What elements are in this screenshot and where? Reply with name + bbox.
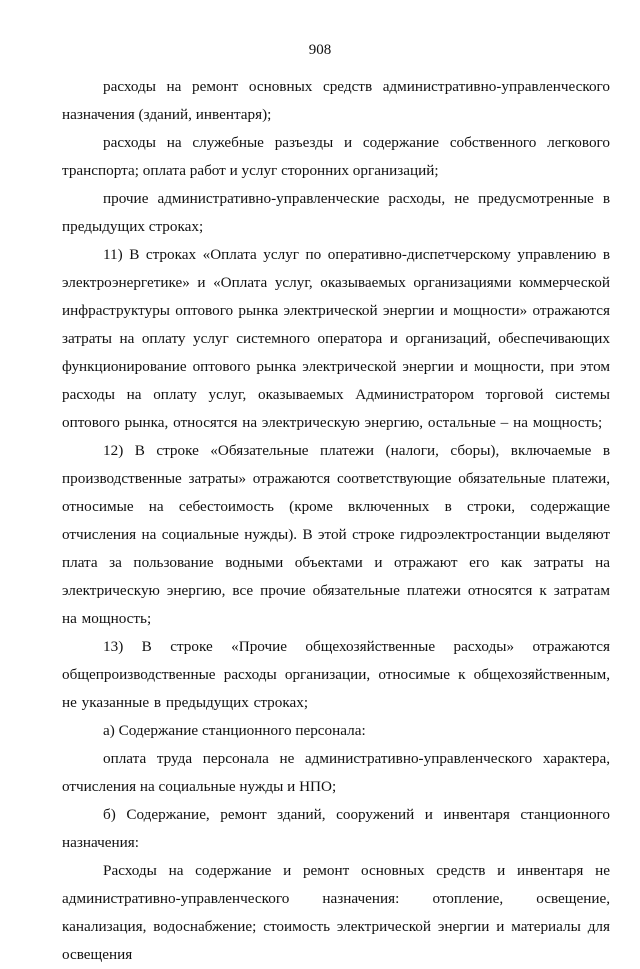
paragraph-item-11: 11) В строках «Оплата услуг по оперативно-диспетчерскому управлению в электроэнергетике» и «Оплата услуг, оказываемых организациями коммерческой инфраструктуры оптового рынка электрической энергии и мощности» отражаются затраты на оплату услуг системного оператора и организаций, обеспечивающих функционирование оптового рынка электрической энергии и мощности, при этом расходы на оплату услуг, оказываемых Администратором торговой системы оптового рынка, относятся на электрическую энергию, остальные – на мощность;	[62, 246, 610, 431]
paragraph-travel-costs: расходы на служебные разъезды и содержание собственного легкового транспорта; оплата работ и услуг сторонних организаций;	[62, 134, 610, 179]
paragraph-maintenance-costs: Расходы на содержание и ремонт основных средств и инвентаря не административно-управленческого назначения: отопление, освещение, канализация, водоснабжение; стоимость электрической энергии и материалы для освещения	[62, 862, 610, 963]
paragraph-repair-costs: расходы на ремонт основных средств административно-управленческого назначения (зданий, инвентаря);	[62, 78, 610, 123]
paragraph-subitem-b: б) Содержание, ремонт зданий, сооружений и инвентаря станционного назначения:	[62, 806, 610, 851]
paragraph-subitem-a: а) Содержание станционного персонала:	[103, 722, 366, 739]
paragraph-staff-pay: оплата труда персонала не административно-управленческого характера, отчисления на социальные нужды и НПО;	[62, 750, 610, 795]
paragraph-item-13: 13) В строке «Прочие общехозяйственные расходы» отражаются общепроизводственные расходы организации, относимые к общехозяйственным, не указанные в предыдущих строках;	[62, 638, 610, 711]
page-number: 908	[308, 42, 332, 58]
document-body	[62, 73, 610, 969]
paragraph-item-12: 12) В строке «Обязательные платежи (налоги, сборы), включаемые в производственные затраты» отражаются соответствующие обязательные платежи, относимые на себестоимость (кроме включенных в строки, содержащие отчисления на социальные нужды). В этой строке гидроэлектростанции выделяют плата за пользование водными объектами и отражают его как затраты на электрическую энергию, все прочие обязательные платежи относятся к затратам на мощность;	[62, 442, 610, 627]
paragraph-other-admin-costs: прочие административно-управленческие расходы, не предусмотренные в предыдущих строках;	[62, 190, 610, 235]
